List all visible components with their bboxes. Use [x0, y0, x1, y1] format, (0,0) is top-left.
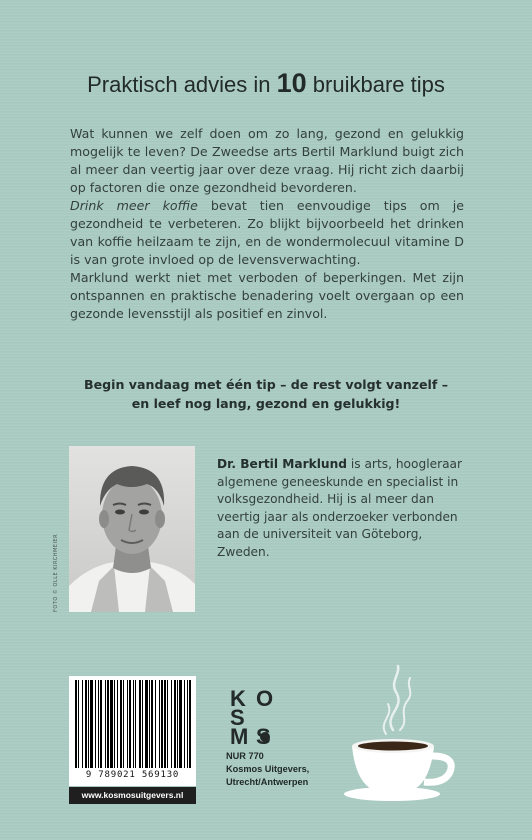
- barcode-bar: [120, 680, 122, 768]
- barcode-bar: [164, 680, 166, 768]
- barcode-bars: [73, 680, 192, 768]
- barcode-bar: [100, 680, 102, 768]
- barcode-bar: [82, 680, 83, 768]
- blurb: [70, 125, 464, 323]
- logo-letter-o: O: [256, 686, 274, 711]
- barcode-bar: [187, 680, 188, 768]
- barcode-bar: [179, 680, 182, 768]
- author-portrait: [69, 446, 195, 612]
- barcode-bar: [75, 680, 77, 768]
- headline-number: 10: [276, 68, 307, 98]
- barcode-bar: [117, 680, 118, 768]
- barcode-bar: [107, 680, 109, 768]
- author-name: Dr. Bertil Marklund: [217, 457, 347, 471]
- barcode-bar: [85, 680, 87, 768]
- barcode-bar: [133, 680, 134, 768]
- barcode-bar: [127, 680, 128, 768]
- blurb-paragraph-1: Wat kunnen we zelf doen om zo lang, gezond en gelukkig mogelijk te leven? De Zweedse arts Bertil Marklund buigt zich al meer dan veertig jaar over deze vraag. Hij richt zich daarbij op factoren die onze gezondheid bevorderen.: [70, 126, 464, 195]
- barcode-bar: [139, 680, 141, 768]
- barcode-bar: [88, 680, 89, 768]
- publisher-name: Kosmos Uitgevers,: [226, 764, 310, 774]
- isbn-number: 9 789021 569130: [85, 770, 180, 780]
- barcode-bar: [142, 680, 143, 768]
- barcode-bar: [135, 680, 136, 768]
- barcode-bar: [98, 680, 99, 768]
- barcode-bar: [123, 680, 124, 768]
- barcode-bar: [161, 680, 163, 768]
- barcode: [69, 676, 196, 786]
- headline: [0, 68, 532, 99]
- photo-credit: FOTO © OLLE KIRCHMEIER: [53, 533, 59, 612]
- publisher-info: [226, 750, 309, 789]
- kosmos-logo: [226, 684, 286, 749]
- barcode-bar: [95, 680, 96, 768]
- barcode-bar: [114, 680, 115, 768]
- logo-letter-s2: S: [256, 724, 271, 749]
- coffee-cup-icon: [338, 660, 468, 810]
- author-photo: [69, 446, 195, 612]
- headline-suffix: bruikbare tips: [306, 72, 445, 97]
- barcode-bar: [159, 680, 160, 768]
- publisher-city: Utrecht/Antwerpen: [226, 777, 309, 787]
- barcode-bar: [189, 680, 191, 768]
- barcode-bar: [110, 680, 113, 768]
- blurb-paragraph-2-text: bevat tien eenvoudige tips om je gezondheid te verbeteren. Zo blijkt bijvoorbeeld het drinken van koffie heilzaam te zijn, en de wondermolecuul vitamine D is van grote invloed op de levensverwachting.: [70, 198, 464, 267]
- barcode-bar: [129, 680, 131, 768]
- barcode-bar: [90, 680, 93, 768]
- headline-prefix: Praktisch advies in: [87, 72, 277, 97]
- barcode-bar: [184, 680, 185, 768]
- book-title: Drink meer koffie: [70, 198, 198, 213]
- blurb-paragraph-3: Marklund werkt niet met verboden of beperkingen. Met zijn ontspannen en praktische benadering voelt overgaan op een gezonde levensstijl als positief en zinvol.: [70, 270, 464, 321]
- callout: [60, 375, 472, 413]
- barcode-bar: [149, 680, 150, 768]
- author-description: is arts, hoogleraar algemene geneeskunde en specialist in volksgezondheid. Hij is al meer dan veertig jaar als onderzoeker verbonden aan de universiteit van Göteborg, Zweden.: [217, 457, 463, 559]
- barcode-bar: [167, 680, 168, 768]
- barcode-bar: [151, 680, 153, 768]
- callout-line-1: Begin vandaag met één tip – de rest volgt vanzelf –: [83, 377, 449, 392]
- logo-letter-s: S: [230, 705, 245, 730]
- logo-letter-k: K: [230, 686, 246, 711]
- barcode-bar: [171, 680, 172, 768]
- barcode-bar: [78, 680, 79, 768]
- barcode-bar: [177, 680, 178, 768]
- barcode-bar: [105, 680, 106, 768]
- barcode-bar: [145, 680, 148, 768]
- blurb-paragraph-2: [70, 197, 464, 269]
- author-bio: [217, 456, 465, 561]
- callout-line-2: en leef nog lang, gezond en gelukkig!: [131, 396, 401, 411]
- logo-letter-m: M: [230, 724, 249, 749]
- barcode-bar: [174, 680, 176, 768]
- nur-code: NUR 770: [226, 751, 264, 761]
- website-link[interactable]: www.kosmosuitgevers.nl: [69, 787, 196, 804]
- barcode-bar: [155, 680, 156, 768]
